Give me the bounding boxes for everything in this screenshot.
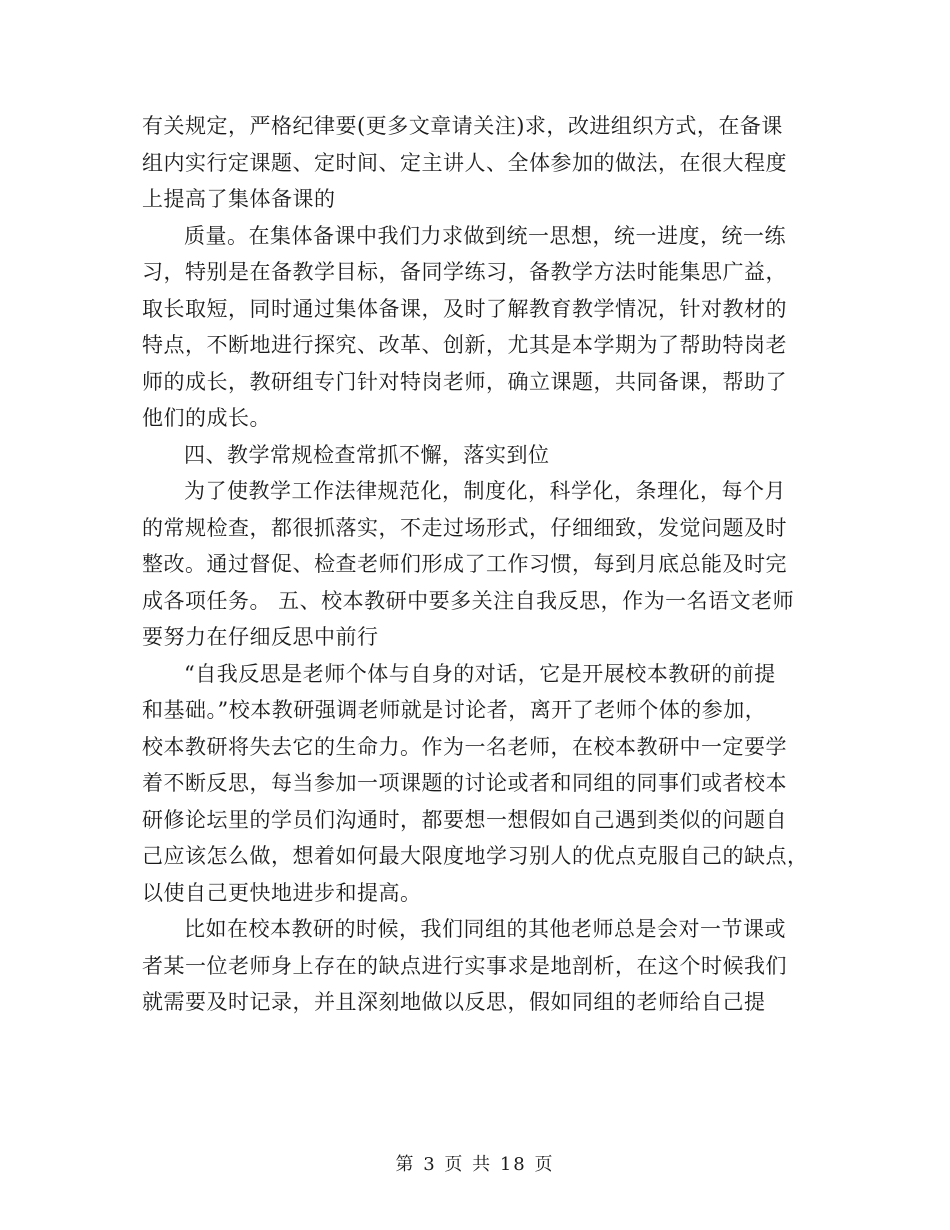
text-line: 研修论坛里的学员们沟通时，都要想一想假如自己遇到类似的问题自 bbox=[142, 807, 787, 832]
text-line: 和基础。”校本教研强调老师就是讨论者，离开了老师个体的参加， bbox=[142, 698, 767, 722]
text-line: 的常规检查，都很抓落实，不走过场形式，仔细细致，发觉问题及时 bbox=[142, 515, 787, 540]
text-line: 整改。通过督促、检查老师们形成了工作习惯，每到月底总能及时完 bbox=[142, 552, 787, 576]
document-body bbox=[142, 108, 807, 1021]
text-line: 己应该怎么做，想着如何最大限度地学习别人的优点克服自己的缺点， bbox=[142, 844, 809, 868]
text-line: 成各项任务。 五、校本教研中要多关注自我反思，作为一名语文老师 bbox=[142, 588, 795, 613]
text-line: 着不断反思，每当参加一项课题的讨论或者和同组的同事们或者校本 bbox=[142, 771, 787, 795]
text-line: 质量。在集体备课中我们力求做到统一思想，统一进度，统一练 bbox=[184, 223, 786, 248]
text-line: 四、教学常规检查常抓不懈，落实到位 bbox=[184, 442, 550, 467]
text-line: 他们的成长。 bbox=[142, 406, 271, 430]
text-line: 者某一位老师身上存在的缺点进行实事求是地剖析，在这个时候我们 bbox=[142, 953, 787, 978]
text-line: 为了使教学工作法律规范化，制度化，科学化，条理化，每个月 bbox=[184, 479, 786, 503]
text-line: 要努力在仔细反思中前行 bbox=[142, 625, 379, 649]
text-line: 比如在校本教研的时候，我们同组的其他老师总是会对一节课或 bbox=[184, 917, 786, 941]
text-line: 有关规定，严格纪律要(更多文章请关注)求，改进组织方式，在备课 bbox=[142, 114, 783, 138]
text-line: 校本教研将失去它的生命力。作为一名老师，在校本教研中一定要学 bbox=[142, 734, 787, 759]
text-line: 上提高了集体备课的 bbox=[142, 187, 336, 211]
text-line: 组内实行定课题、定时间、定主讲人、全体参加的做法，在很大程度 bbox=[142, 150, 787, 175]
text-line: 就需要及时记录，并且深刻地做以反思，假如同组的老师给自己提 bbox=[142, 990, 766, 1014]
page-number-footer: 第 3 页 共 18 页 bbox=[395, 1154, 555, 1175]
text-line: 习，特别是在备教学目标，备同学练习，备教学方法时能集思广益， bbox=[142, 260, 787, 284]
text-line: 师的成长，教研组专门针对特岗老师，确立课题，共同备课，帮助了 bbox=[142, 369, 787, 394]
text-line: 以使自己更快地进步和提高。 bbox=[142, 880, 422, 905]
text-line: 取长取短，同时通过集体备课，及时了解教育教学情况，针对教材的 bbox=[142, 296, 787, 321]
text-line: “自我反思是老师个体与自身的对话，它是开展校本教研的前提 bbox=[184, 661, 776, 686]
text-line: 特点，不断地进行探究、改革、创新，尤其是本学期为了帮助特岗老 bbox=[142, 333, 787, 357]
